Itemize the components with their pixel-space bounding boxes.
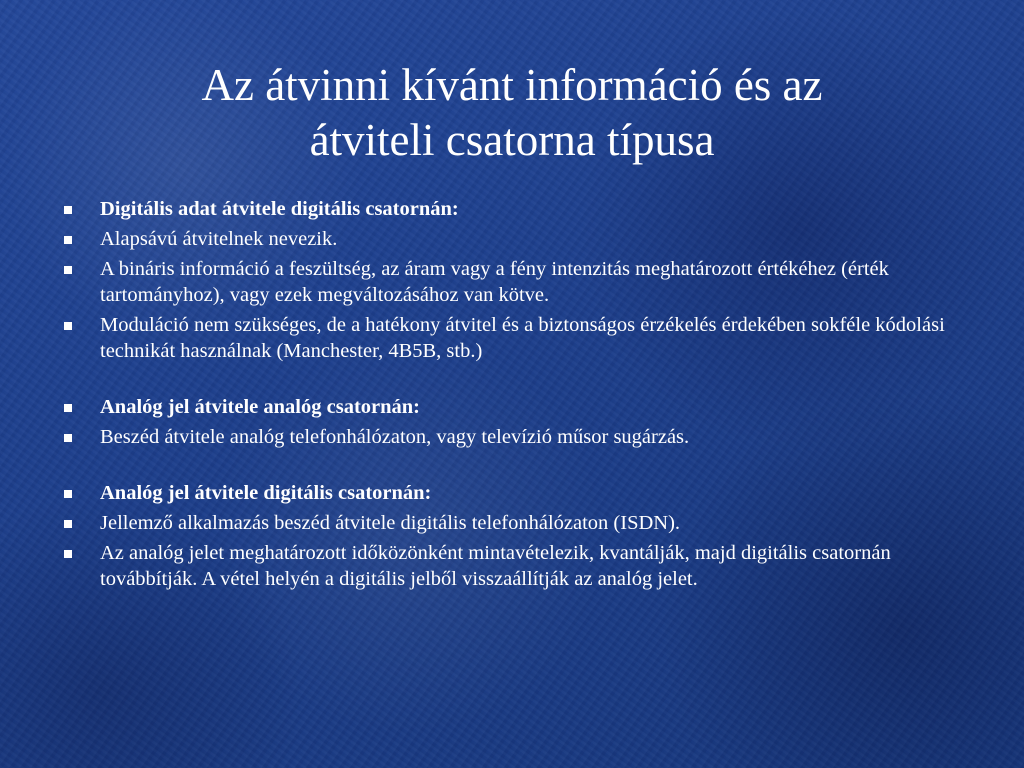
bullet-item [58, 424, 978, 450]
bullet-item [58, 226, 978, 252]
bullet-item [58, 394, 978, 420]
bullet-text: Moduláció nem szükséges, de a hatékony átvitel és a biztonságos érzékelés érdekében sokféle kódolási technikát használnak (Manchester, 4B5B, stb.) [100, 314, 945, 362]
bullet-heading: Digitális adat átvitele digitális csatornán: [100, 198, 459, 220]
bullet-item [58, 256, 978, 308]
square-bullet-icon [64, 404, 72, 412]
square-bullet-icon [64, 550, 72, 558]
bullet-heading: Analóg jel átvitele digitális csatornán: [100, 482, 432, 504]
square-bullet-icon [64, 434, 72, 442]
slide-title [40, 58, 984, 168]
bullet-heading: Analóg jel átvitele analóg csatornán: [100, 396, 420, 418]
bullet-text: Jellemző alkalmazás beszéd átvitele digitális telefonhálózaton (ISDN). [100, 512, 681, 534]
square-bullet-icon [64, 322, 72, 330]
slide-title-line-2: átviteli csatorna típusa [309, 115, 715, 165]
square-bullet-icon [64, 206, 72, 214]
bullet-item [58, 480, 978, 506]
bullet-text: Beszéd átvitele analóg telefonhálózaton, vagy televízió műsor sugárzás. [100, 426, 690, 448]
bullet-text: Az analóg jelet meghatározott időközönként mintavételezik, kvantálják, majd digitális csatornán továbbítják. A vétel helyén a digitális jelből visszaállítják az analóg jelet. [100, 542, 891, 590]
square-bullet-icon [64, 236, 72, 244]
slide-title-line-1: Az átvinni kívánt információ és az [201, 60, 823, 110]
square-bullet-icon [64, 266, 72, 274]
bullet-text: A bináris információ a feszültség, az áram vagy a fény intenzitás meghatározott értékéhez (érték tartományhoz), vagy ezek megváltozásához van kötve. [100, 258, 889, 306]
bullet-item [58, 312, 978, 364]
square-bullet-icon [64, 490, 72, 498]
bullet-item [58, 510, 978, 536]
bullet-text: Alapsávú átvitelnek nevezik. [100, 228, 338, 250]
bullet-list [58, 196, 978, 596]
bullet-item [58, 540, 978, 592]
bullet-item [58, 196, 978, 222]
square-bullet-icon [64, 520, 72, 528]
